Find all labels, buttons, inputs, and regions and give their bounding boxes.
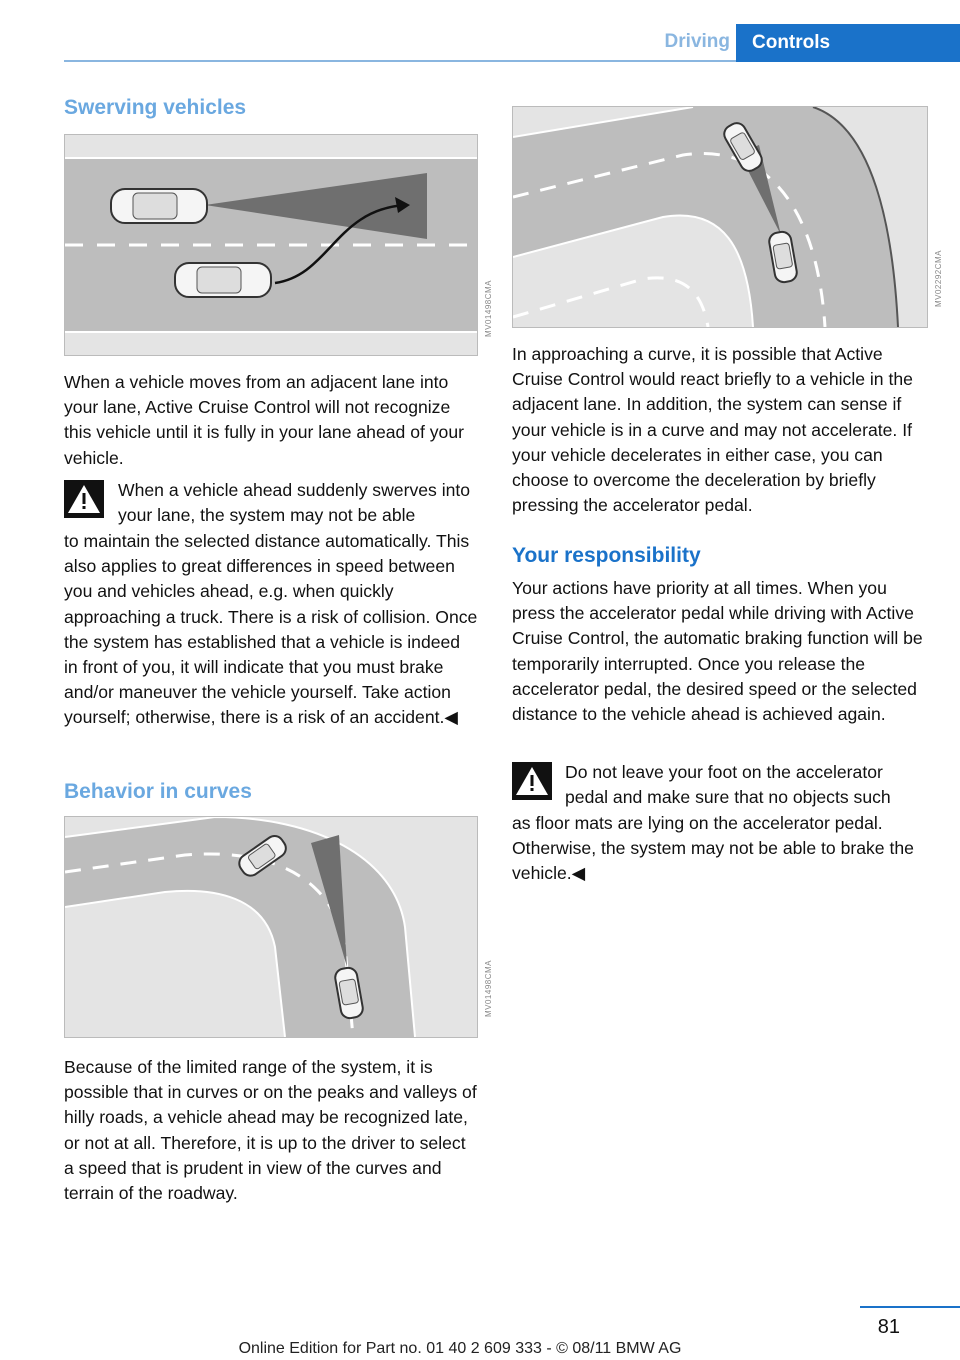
warning-text-lead: When a vehicle ahead suddenly swerves into your lane, the system may not be able — [118, 480, 471, 526]
figure-code: MV01498CMA — [484, 960, 493, 1018]
page-number: 81 — [877, 1316, 900, 1338]
car-ahead — [111, 189, 207, 223]
paragraph-approaching-curve: In approaching a curve, it is possible that Active Cruise Control would react briefly to a vehicle in the adjacent lane. In addition, the system can sense if your vehicle is in a curve and may not accelerate. If your vehicle decelerates in either case, you can choose to overcome the deceleration by briefly pressing the accelerator pedal. — [512, 344, 913, 516]
figure-code: MV01498CMA — [484, 280, 493, 338]
warning-icon — [512, 762, 552, 800]
heading-behavior-in-curves: Behavior in curves — [64, 780, 252, 803]
approaching-curve-illustration — [513, 107, 927, 327]
paragraph-responsibility: Your actions have priority at all times. When you press the accelerator pedal while driving with Active Cruise Control, the automatic braking function will be temporarily interrupted. Once you release the accelerator pedal, the desired speed or the selected distance to the vehicle ahead is achieved again. — [512, 578, 923, 725]
header-tab-controls[interactable]: Controls — [736, 24, 960, 62]
header-section-driving[interactable]: Driving — [664, 31, 730, 52]
warning-text-lead: Do not leave your foot on the accelerator pedal and make sure that no objects such — [565, 762, 891, 808]
footer-rule — [860, 1306, 960, 1308]
footer-edition: Online Edition for Part no. 01 40 2 609 333 - © 08/11 BMW AG — [238, 1340, 682, 1357]
heading-your-responsibility: Your responsibility — [512, 544, 701, 567]
warning-text: as floor mats are lying on the accelerator pedal. Otherwise, the system may not be able to brake the vehicle.◀ — [512, 813, 914, 884]
figure-behavior-in-curves — [64, 816, 478, 1038]
warning-icon — [64, 480, 104, 518]
warning-text: to maintain the selected distance automatically. This also applies to great differences in speed between you and vehicles ahead, e.g. when quickly approaching a truck. There is a risk of collision. Once the system has established that a vehicle is indeed in front of you, it will indicate that you must brake and/or maneuver the vehicle yourself. Take action yourself; otherwise, there is a risk of an accident.◀ — [64, 531, 478, 728]
paragraph-swerving: When a vehicle moves from an adjacent lane into your lane, Active Cruise Control will not recognize this vehicle until it is fully in your lane ahead of your vehicle. — [64, 372, 464, 468]
swerving-illustration — [65, 135, 477, 355]
header-rule — [64, 60, 736, 62]
figure-code: MV02292CMA — [934, 250, 943, 308]
heading-swerving-vehicles: Swerving vehicles — [64, 96, 247, 119]
figure-approaching-curve — [512, 106, 928, 328]
curve-illustration — [65, 817, 477, 1037]
paragraph-curves: Because of the limited range of the system, it is possible that in curves or on the peaks and valleys of hilly roads, a vehicle ahead may be recognized late, or not at all. Therefore, it is up to the driver to select a speed that is prudent in view of the curves and terrain of the roadway. — [64, 1057, 477, 1204]
car-swerving — [175, 263, 271, 297]
figure-swerving-vehicles — [64, 134, 478, 356]
